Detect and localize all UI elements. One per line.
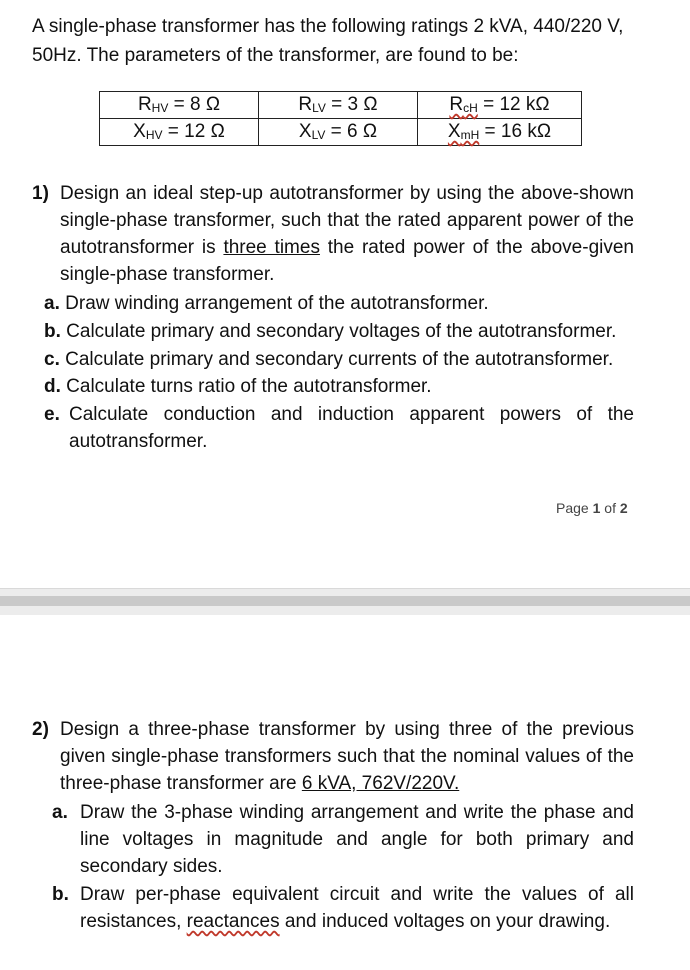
param-rch: $R_{cH} = 12$ kΩ — [418, 92, 582, 119]
list-item: e. Calculate conduction and induction apparent powers of the autotransformer. — [44, 404, 634, 452]
table-row — [100, 119, 582, 146]
list-item: b. Draw per-phase equivalent circuit and write the values of all resistances, reactances and induced voltages on your drawing. — [52, 884, 634, 932]
list-item: b. Calculate primary and secondary voltages of the autotransformer. — [44, 321, 617, 342]
question-2-text: Design a three-phase transformer by using three of the previous given single-phase transformers such that the nominal values of the three-phase transformer are 6 kVA, 762V/220V. — [60, 719, 634, 794]
question-1 — [32, 180, 634, 288]
page-2 — [0, 615, 690, 970]
param-rlv: $R_{LV} = 3$ Ω — [259, 92, 418, 119]
table-row — [100, 92, 582, 119]
intro-paragraph: A single-phase transformer has the following ratings 2 kVA, 440/220 V, 50Hz. The parameters of the transformer, are found to be: — [32, 16, 624, 66]
list-item: c. Calculate primary and secondary currents of the autotransformer. — [44, 349, 614, 370]
list-item: a. Draw winding arrangement of the autotransformer. — [44, 293, 489, 314]
page-number: Page 1 of 2 — [556, 500, 628, 516]
param-xmh: $X_{mH} = 16$ kΩ — [418, 119, 582, 146]
param-xhv: $X_{HV} = 12$ Ω — [100, 119, 259, 146]
question-1-number: 1) — [32, 183, 49, 204]
question-1-text: Design an ideal step-up autotransformer by using the above-shown single-phase transformer, such that the rated apparent power of the autotransformer is three times the rated power of the above-given single-phase transformer. — [60, 183, 634, 285]
list-item: d. Calculate turns ratio of the autotransformer. — [44, 376, 432, 397]
question-2-number: 2) — [32, 719, 49, 740]
param-xlv: $X_{LV} = 6$ Ω — [259, 119, 418, 146]
page-separator — [0, 588, 690, 616]
param-rhv: $R_{HV} = 8$ Ω — [100, 92, 259, 119]
parameters-table — [99, 91, 582, 146]
question-2 — [32, 716, 634, 797]
list-item: a. Draw the 3-phase winding arrangement and write the phase and line voltages in magnitude and angle for both primary and secondary sides. — [52, 802, 634, 877]
